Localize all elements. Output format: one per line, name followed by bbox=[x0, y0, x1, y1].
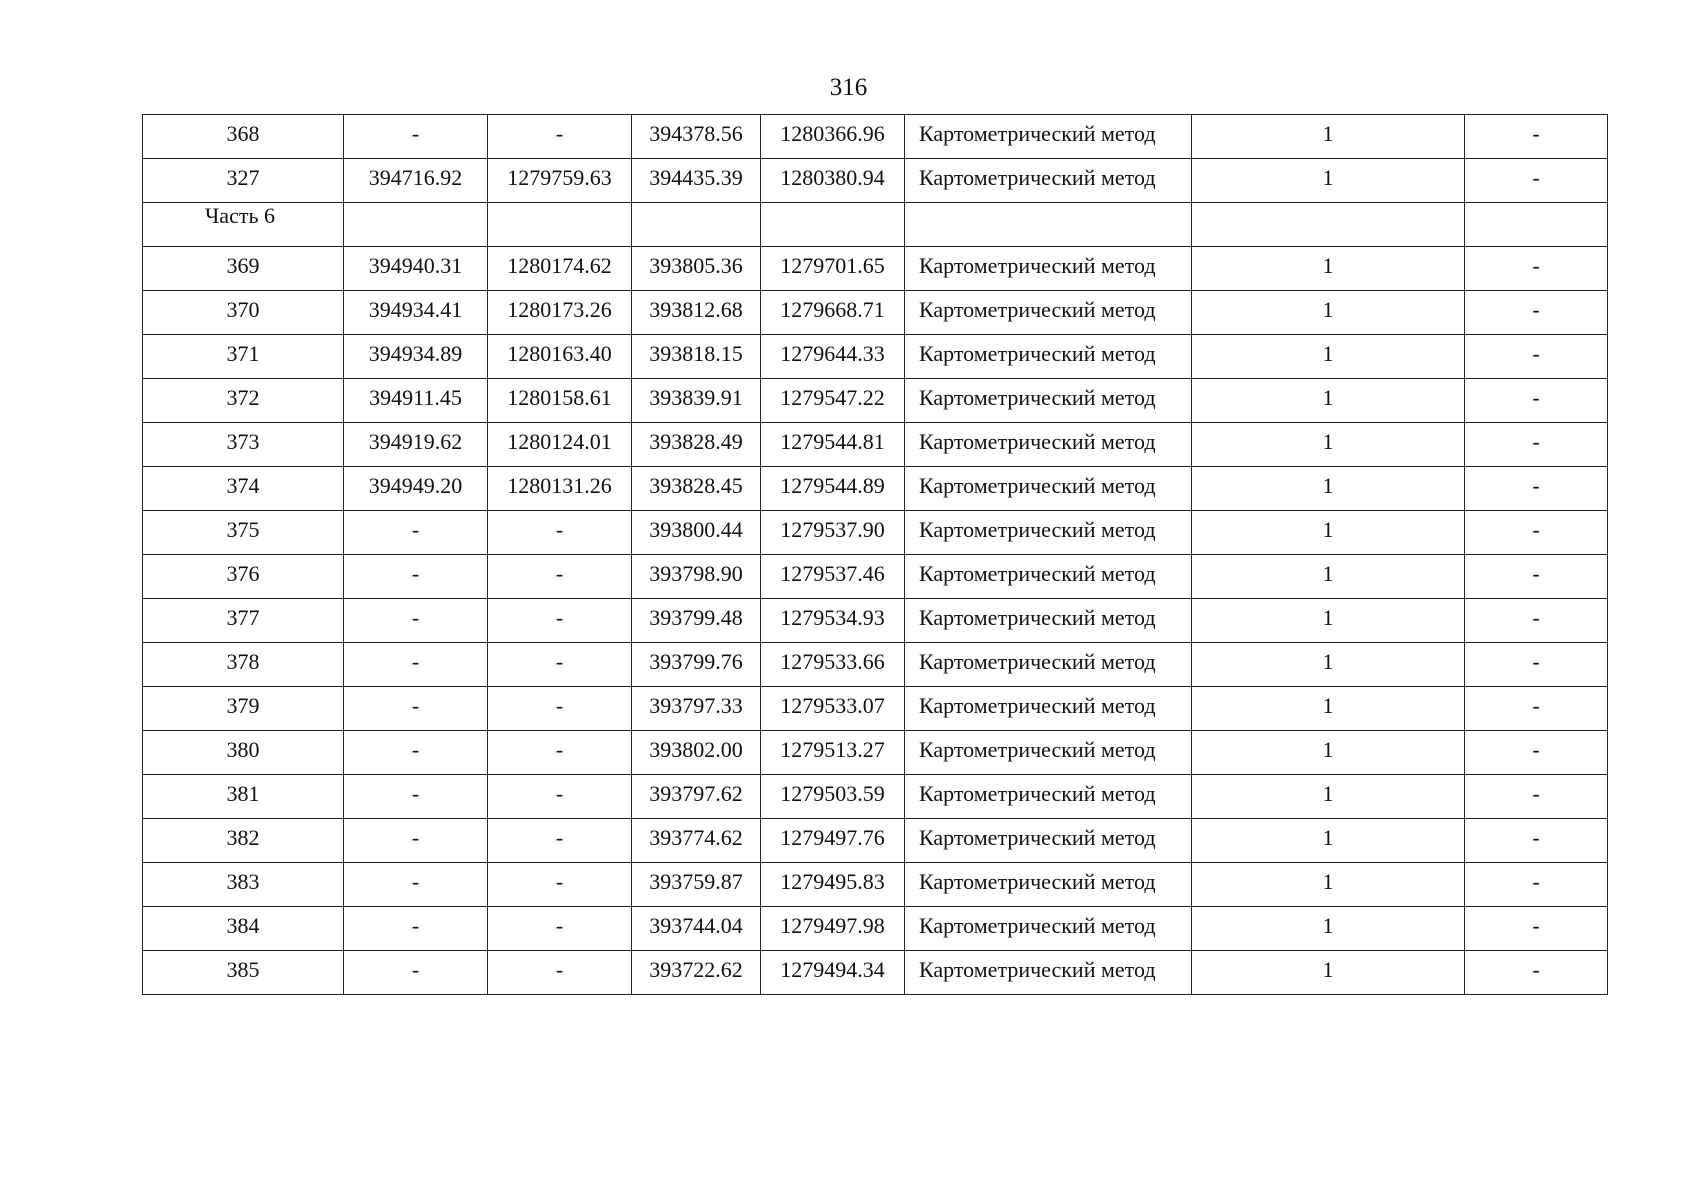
note-cell: - bbox=[1465, 775, 1608, 819]
new-x-cell: 393812.68 bbox=[632, 291, 761, 335]
new-x-cell: 393818.15 bbox=[632, 335, 761, 379]
old-y-cell: 1279759.63 bbox=[488, 159, 632, 203]
accuracy-cell: 1 bbox=[1192, 115, 1465, 159]
new-y-cell: 1280366.96 bbox=[761, 115, 905, 159]
method-cell: Картометрический метод bbox=[905, 159, 1192, 203]
method-cell: Картометрический метод bbox=[905, 775, 1192, 819]
new-y-cell: 1279644.33 bbox=[761, 335, 905, 379]
old-x-cell: - bbox=[344, 731, 488, 775]
point-number-cell: 327 bbox=[143, 159, 344, 203]
new-y-cell: 1279497.98 bbox=[761, 907, 905, 951]
accuracy-cell: 1 bbox=[1192, 819, 1465, 863]
new-y-cell: 1279547.22 bbox=[761, 379, 905, 423]
method-cell: Картометрический метод bbox=[905, 907, 1192, 951]
note-cell: - bbox=[1465, 335, 1608, 379]
new-x-cell: 394435.39 bbox=[632, 159, 761, 203]
new-x-cell: 393828.45 bbox=[632, 467, 761, 511]
old-y-cell: 1280158.61 bbox=[488, 379, 632, 423]
point-number-cell: 382 bbox=[143, 819, 344, 863]
page-number: 316 bbox=[829, 74, 868, 101]
accuracy-cell: 1 bbox=[1192, 555, 1465, 599]
table-body bbox=[143, 115, 1608, 995]
method-cell: Картометрический метод bbox=[905, 115, 1192, 159]
note-cell: - bbox=[1465, 467, 1608, 511]
new-y-cell: 1279494.34 bbox=[761, 951, 905, 995]
accuracy-cell: 1 bbox=[1192, 159, 1465, 203]
section-row bbox=[143, 203, 1608, 247]
old-y-cell: - bbox=[488, 687, 632, 731]
coordinates-table bbox=[142, 114, 1608, 995]
new-y-cell: 1279495.83 bbox=[761, 863, 905, 907]
old-y-cell: 1280174.62 bbox=[488, 247, 632, 291]
point-number-cell: 385 bbox=[143, 951, 344, 995]
new-y-cell: 1279537.90 bbox=[761, 511, 905, 555]
note-cell: - bbox=[1465, 951, 1608, 995]
accuracy-cell: 1 bbox=[1192, 643, 1465, 687]
new-y-cell: 1279513.27 bbox=[761, 731, 905, 775]
new-y-cell: 1279534.93 bbox=[761, 599, 905, 643]
section-label: Часть 6 bbox=[143, 203, 344, 247]
old-y-cell: - bbox=[488, 643, 632, 687]
new-x-cell: 393799.76 bbox=[632, 643, 761, 687]
note-cell: - bbox=[1465, 643, 1608, 687]
accuracy-cell: 1 bbox=[1192, 775, 1465, 819]
old-y-cell: - bbox=[488, 907, 632, 951]
new-y-cell: 1279668.71 bbox=[761, 291, 905, 335]
table-row bbox=[143, 291, 1608, 335]
note-cell: - bbox=[1465, 731, 1608, 775]
empty-cell bbox=[905, 203, 1192, 247]
table-row bbox=[143, 555, 1608, 599]
table-row bbox=[143, 643, 1608, 687]
point-number-cell: 370 bbox=[143, 291, 344, 335]
table-row bbox=[143, 819, 1608, 863]
old-y-cell: - bbox=[488, 115, 632, 159]
table-row bbox=[143, 159, 1608, 203]
accuracy-cell: 1 bbox=[1192, 907, 1465, 951]
method-cell: Картометрический метод bbox=[905, 247, 1192, 291]
accuracy-cell: 1 bbox=[1192, 467, 1465, 511]
new-y-cell: 1279497.76 bbox=[761, 819, 905, 863]
table-row bbox=[143, 379, 1608, 423]
empty-cell bbox=[344, 203, 488, 247]
note-cell: - bbox=[1465, 291, 1608, 335]
new-x-cell: 393798.90 bbox=[632, 555, 761, 599]
old-y-cell: - bbox=[488, 863, 632, 907]
new-x-cell: 393797.62 bbox=[632, 775, 761, 819]
accuracy-cell: 1 bbox=[1192, 291, 1465, 335]
method-cell: Картометрический метод bbox=[905, 291, 1192, 335]
table-row bbox=[143, 687, 1608, 731]
old-x-cell: - bbox=[344, 643, 488, 687]
old-x-cell: - bbox=[344, 863, 488, 907]
accuracy-cell: 1 bbox=[1192, 599, 1465, 643]
method-cell: Картометрический метод bbox=[905, 643, 1192, 687]
old-x-cell: - bbox=[344, 599, 488, 643]
new-x-cell: 393839.91 bbox=[632, 379, 761, 423]
point-number-cell: 374 bbox=[143, 467, 344, 511]
table-row bbox=[143, 511, 1608, 555]
old-x-cell: - bbox=[344, 907, 488, 951]
method-cell: Картометрический метод bbox=[905, 335, 1192, 379]
old-x-cell: 394949.20 bbox=[344, 467, 488, 511]
accuracy-cell: 1 bbox=[1192, 423, 1465, 467]
method-cell: Картометрический метод bbox=[905, 731, 1192, 775]
new-y-cell: 1279533.07 bbox=[761, 687, 905, 731]
point-number-cell: 381 bbox=[143, 775, 344, 819]
new-y-cell: 1279544.89 bbox=[761, 467, 905, 511]
table-row bbox=[143, 423, 1608, 467]
new-y-cell: 1279537.46 bbox=[761, 555, 905, 599]
empty-cell bbox=[632, 203, 761, 247]
note-cell: - bbox=[1465, 687, 1608, 731]
new-x-cell: 393744.04 bbox=[632, 907, 761, 951]
point-number-cell: 383 bbox=[143, 863, 344, 907]
new-x-cell: 393799.48 bbox=[632, 599, 761, 643]
table-row bbox=[143, 907, 1608, 951]
note-cell: - bbox=[1465, 599, 1608, 643]
point-number-cell: 373 bbox=[143, 423, 344, 467]
method-cell: Картометрический метод bbox=[905, 863, 1192, 907]
accuracy-cell: 1 bbox=[1192, 863, 1465, 907]
point-number-cell: 384 bbox=[143, 907, 344, 951]
table-row bbox=[143, 599, 1608, 643]
table-row bbox=[143, 775, 1608, 819]
old-x-cell: 394911.45 bbox=[344, 379, 488, 423]
accuracy-cell: 1 bbox=[1192, 951, 1465, 995]
table-row bbox=[143, 247, 1608, 291]
old-x-cell: 394934.41 bbox=[344, 291, 488, 335]
old-y-cell: - bbox=[488, 819, 632, 863]
point-number-cell: 368 bbox=[143, 115, 344, 159]
note-cell: - bbox=[1465, 379, 1608, 423]
accuracy-cell: 1 bbox=[1192, 379, 1465, 423]
new-x-cell: 393805.36 bbox=[632, 247, 761, 291]
new-x-cell: 393722.62 bbox=[632, 951, 761, 995]
method-cell: Картометрический метод bbox=[905, 951, 1192, 995]
accuracy-cell: 1 bbox=[1192, 247, 1465, 291]
table-row bbox=[143, 951, 1608, 995]
method-cell: Картометрический метод bbox=[905, 511, 1192, 555]
table-row bbox=[143, 467, 1608, 511]
new-x-cell: 393800.44 bbox=[632, 511, 761, 555]
note-cell: - bbox=[1465, 423, 1608, 467]
new-x-cell: 393802.00 bbox=[632, 731, 761, 775]
table-row bbox=[143, 863, 1608, 907]
empty-cell bbox=[488, 203, 632, 247]
old-y-cell: 1280131.26 bbox=[488, 467, 632, 511]
old-y-cell: - bbox=[488, 555, 632, 599]
method-cell: Картометрический метод bbox=[905, 819, 1192, 863]
note-cell: - bbox=[1465, 907, 1608, 951]
note-cell: - bbox=[1465, 247, 1608, 291]
point-number-cell: 376 bbox=[143, 555, 344, 599]
accuracy-cell: 1 bbox=[1192, 687, 1465, 731]
point-number-cell: 379 bbox=[143, 687, 344, 731]
new-x-cell: 393797.33 bbox=[632, 687, 761, 731]
point-number-cell: 371 bbox=[143, 335, 344, 379]
note-cell: - bbox=[1465, 863, 1608, 907]
point-number-cell: 377 bbox=[143, 599, 344, 643]
old-y-cell: - bbox=[488, 511, 632, 555]
note-cell: - bbox=[1465, 115, 1608, 159]
table-row bbox=[143, 731, 1608, 775]
method-cell: Картометрический метод bbox=[905, 687, 1192, 731]
empty-cell bbox=[1192, 203, 1465, 247]
method-cell: Картометрический метод bbox=[905, 555, 1192, 599]
method-cell: Картометрический метод bbox=[905, 423, 1192, 467]
old-x-cell: - bbox=[344, 687, 488, 731]
accuracy-cell: 1 bbox=[1192, 335, 1465, 379]
note-cell: - bbox=[1465, 511, 1608, 555]
accuracy-cell: 1 bbox=[1192, 731, 1465, 775]
old-y-cell: - bbox=[488, 731, 632, 775]
new-x-cell: 394378.56 bbox=[632, 115, 761, 159]
point-number-cell: 372 bbox=[143, 379, 344, 423]
old-x-cell: 394934.89 bbox=[344, 335, 488, 379]
old-y-cell: 1280173.26 bbox=[488, 291, 632, 335]
note-cell: - bbox=[1465, 819, 1608, 863]
accuracy-cell: 1 bbox=[1192, 511, 1465, 555]
old-x-cell: - bbox=[344, 775, 488, 819]
empty-cell bbox=[1465, 203, 1608, 247]
new-y-cell: 1280380.94 bbox=[761, 159, 905, 203]
old-x-cell: 394716.92 bbox=[344, 159, 488, 203]
old-x-cell: - bbox=[344, 951, 488, 995]
point-number-cell: 369 bbox=[143, 247, 344, 291]
point-number-cell: 378 bbox=[143, 643, 344, 687]
table-row bbox=[143, 335, 1608, 379]
old-x-cell: - bbox=[344, 115, 488, 159]
method-cell: Картометрический метод bbox=[905, 379, 1192, 423]
old-x-cell: 394940.31 bbox=[344, 247, 488, 291]
old-y-cell: - bbox=[488, 599, 632, 643]
new-x-cell: 393828.49 bbox=[632, 423, 761, 467]
old-y-cell: 1280124.01 bbox=[488, 423, 632, 467]
method-cell: Картометрический метод bbox=[905, 599, 1192, 643]
old-y-cell: 1280163.40 bbox=[488, 335, 632, 379]
point-number-cell: 380 bbox=[143, 731, 344, 775]
old-x-cell: - bbox=[344, 555, 488, 599]
table-row bbox=[143, 115, 1608, 159]
old-x-cell: - bbox=[344, 819, 488, 863]
new-y-cell: 1279533.66 bbox=[761, 643, 905, 687]
new-y-cell: 1279503.59 bbox=[761, 775, 905, 819]
new-x-cell: 393774.62 bbox=[632, 819, 761, 863]
old-x-cell: - bbox=[344, 511, 488, 555]
note-cell: - bbox=[1465, 159, 1608, 203]
old-x-cell: 394919.62 bbox=[344, 423, 488, 467]
point-number-cell: 375 bbox=[143, 511, 344, 555]
note-cell: - bbox=[1465, 555, 1608, 599]
method-cell: Картометрический метод bbox=[905, 467, 1192, 511]
new-x-cell: 393759.87 bbox=[632, 863, 761, 907]
new-y-cell: 1279544.81 bbox=[761, 423, 905, 467]
new-y-cell: 1279701.65 bbox=[761, 247, 905, 291]
old-y-cell: - bbox=[488, 775, 632, 819]
empty-cell bbox=[761, 203, 905, 247]
old-y-cell: - bbox=[488, 951, 632, 995]
